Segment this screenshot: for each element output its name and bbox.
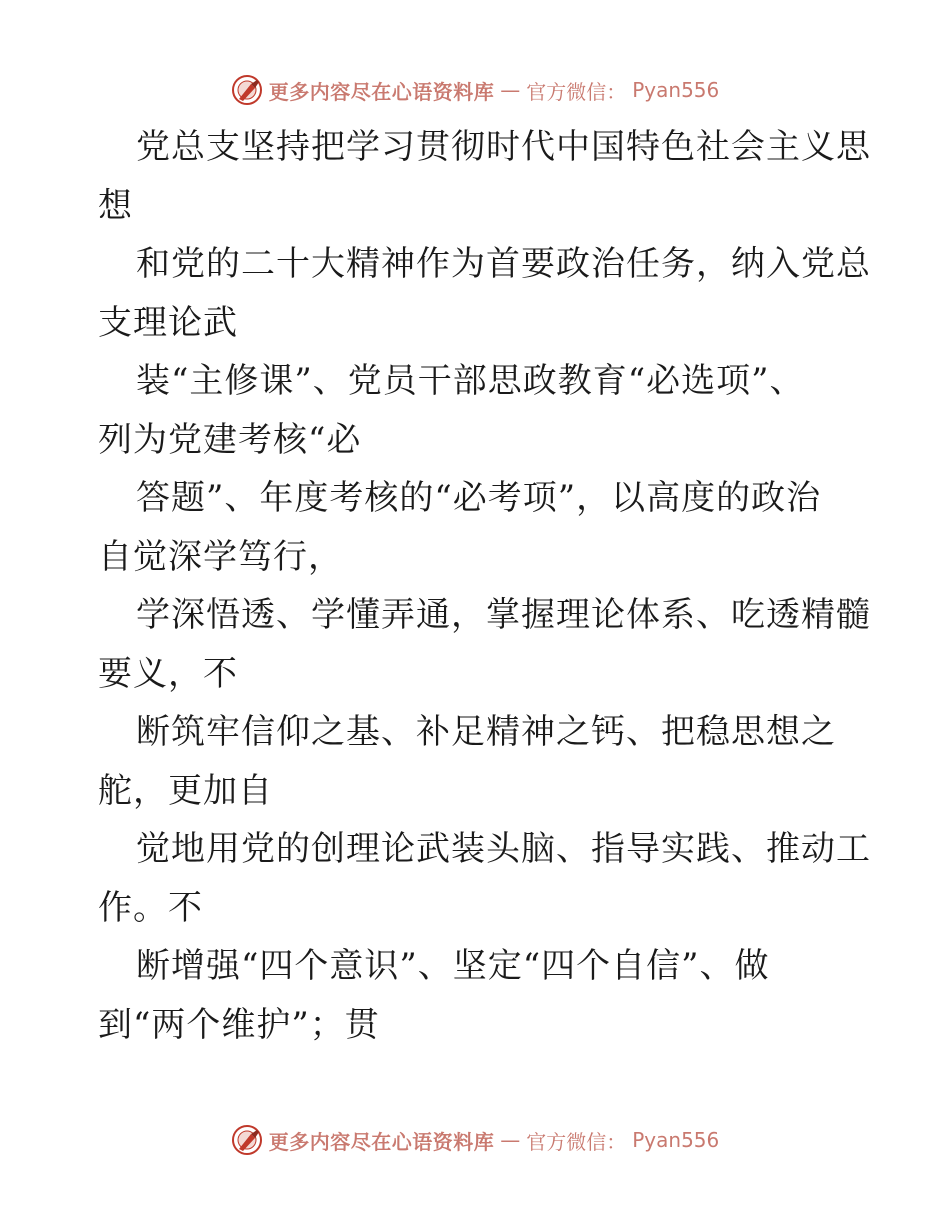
body-line: 想 — [98, 185, 133, 226]
body-line: 断增强“四个意识”、坚定“四个自信”、做 — [136, 946, 770, 986]
banner-wechat-label: 官方微信： — [526, 1129, 627, 1154]
banner-dash: — — [500, 78, 521, 102]
body-line: 支理论武 — [98, 302, 238, 343]
document-body — [98, 118, 871, 1054]
banner-promo-text: 更多内容尽在心语资料库 — [268, 1129, 495, 1154]
body-line: 学深悟透、学懂弄通，掌握理论体系、吃透精髓 — [136, 595, 871, 635]
body-line: 觉地用党的创理论武装头脑、指导实践、推动工 — [136, 829, 871, 869]
footer-banner — [0, 1120, 950, 1160]
banner-wechat-handle: Pyan556 — [632, 1128, 720, 1152]
banner-wechat-handle: Pyan556 — [632, 78, 720, 102]
pen-nib-logo-icon — [231, 74, 263, 106]
body-line: 断筑牢信仰之基、补足精神之钙、把稳思想之 — [136, 712, 836, 752]
body-line: 列为党建考核“必 — [98, 419, 362, 460]
header-banner — [0, 70, 950, 110]
body-line: 自觉深学笃行， — [98, 536, 343, 577]
body-line: 装“主修课”、党员干部思政教育“必选项”、 — [136, 361, 805, 401]
body-line: 和党的二十大精神作为首要政治任务，纳入党总 — [136, 244, 871, 284]
pen-nib-logo-icon — [231, 1124, 263, 1156]
body-line: 作。不 — [98, 887, 203, 928]
body-line: 要义，不 — [98, 653, 238, 694]
banner-promo-text: 更多内容尽在心语资料库 — [268, 79, 495, 104]
body-line: 党总支坚持把学习贯彻时代中国特色社会主义思 — [136, 127, 871, 167]
body-line: 舵，更加自 — [98, 770, 273, 811]
banner-dash: — — [500, 1128, 521, 1152]
body-line: 到“两个维护”；贯 — [98, 1004, 380, 1045]
body-line: 答题”、年度考核的“必考项”，以高度的政治 — [136, 478, 822, 518]
banner-wechat-label: 官方微信： — [526, 79, 627, 104]
